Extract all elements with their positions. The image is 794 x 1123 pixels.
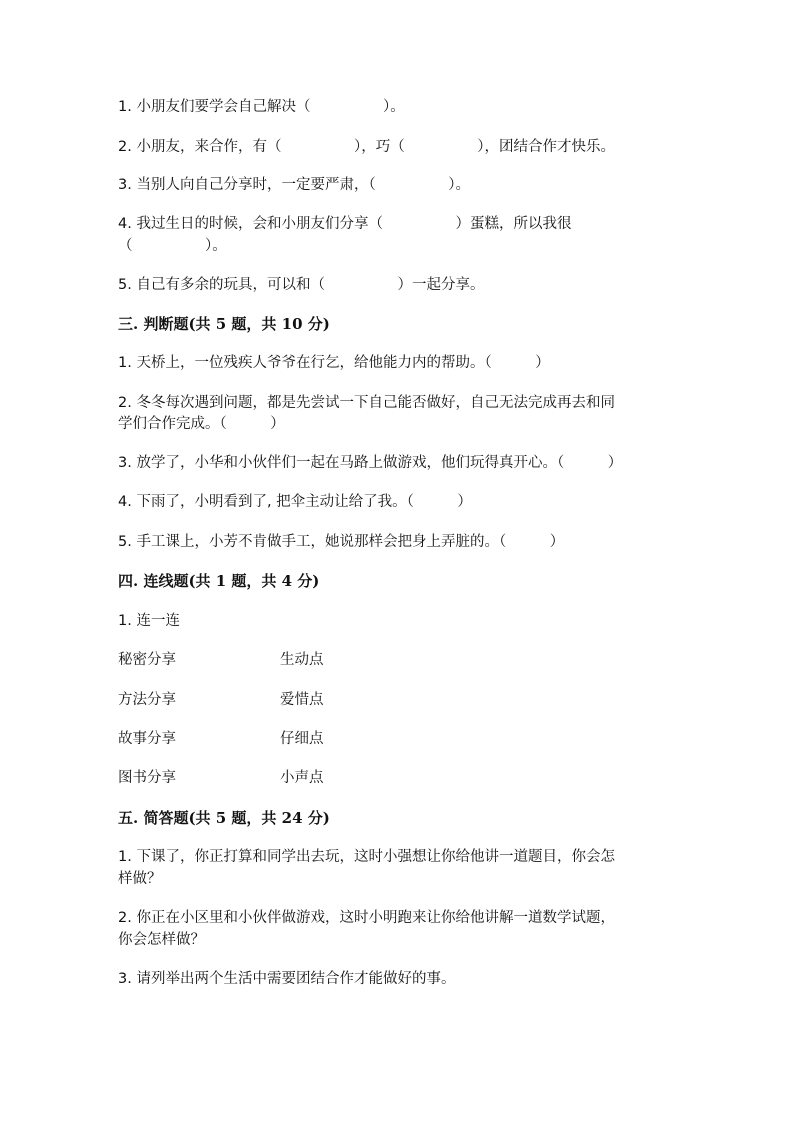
match-right-item: 仔细点 bbox=[280, 731, 324, 747]
match-left-item: 方法分享 bbox=[118, 692, 176, 708]
fill-blank-q3: 3. 当别人向自己分享时，一定要严肃，（ ）。 bbox=[118, 177, 470, 193]
section3-heading: 三. 判断题(共 5 题，共 10 分) bbox=[118, 315, 330, 333]
section4-heading: 四. 连线题(共 1 题，共 4 分) bbox=[118, 572, 320, 590]
judge-q1: 1. 天桥上，一位残疾人爷爷在行乞，给他能力内的帮助。（ ） bbox=[118, 355, 550, 371]
short-answer-q1-line2: 样做？ bbox=[118, 871, 162, 887]
judge-q3: 3. 放学了，小华和小伙伴们一起在马路上做游戏，他们玩得真开心。（ ） bbox=[118, 455, 623, 471]
match-right-item: 爱惜点 bbox=[280, 692, 324, 708]
short-answer-q2-line1: 2. 你正在小区里和小伙伴做游戏，这时小明跑来让你给他讲解一道数学试题， bbox=[118, 910, 615, 926]
fill-blank-q1: 1. 小朋友们要学会自己解决（ ）。 bbox=[118, 99, 405, 115]
short-answer-q1-line1: 1. 下课了，你正打算和同学出去玩，这时小强想让你给他讲一道题目，你会怎 bbox=[118, 849, 615, 865]
judge-q5: 5. 手工课上，小芳不肯做手工，她说那样会把身上弄脏的。（ ） bbox=[118, 534, 565, 550]
fill-blank-q2: 2. 小朋友，来合作，有（ ），巧（ ），团结合作才快乐。 bbox=[118, 139, 615, 155]
match-q1: 1. 连一连 bbox=[118, 613, 180, 629]
judge-q2-line2: 学们合作完成。（ ） bbox=[118, 416, 285, 432]
short-answer-q2-line2: 你会怎样做？ bbox=[118, 932, 205, 948]
section5-heading: 五. 简答题(共 5 题，共 24 分) bbox=[118, 809, 330, 827]
fill-blank-q4-line2: （ ）。 bbox=[118, 238, 227, 254]
match-left-item: 图书分享 bbox=[118, 770, 176, 786]
match-right-item: 小声点 bbox=[280, 770, 324, 786]
judge-q2-line1: 2. 冬冬每次遇到问题，都是先尝试一下自己能否做好，自己无法完成再去和同 bbox=[118, 395, 615, 411]
fill-blank-q4-line1: 4. 我过生日的时候，会和小朋友们分享（ ）蛋糕，所以我很 bbox=[118, 216, 572, 232]
fill-blank-q5: 5. 自己有多余的玩具，可以和（ ）一起分享。 bbox=[118, 277, 485, 293]
match-right-item: 生动点 bbox=[280, 652, 324, 668]
match-left-item: 秘密分享 bbox=[118, 652, 176, 668]
short-answer-q3: 3. 请列举出两个生活中需要团结合作才能做好的事。 bbox=[118, 971, 456, 987]
judge-q4: 4. 下雨了，小明看到了, 把伞主动让给了我。（ ） bbox=[118, 494, 472, 510]
match-left-item: 故事分享 bbox=[118, 731, 176, 747]
